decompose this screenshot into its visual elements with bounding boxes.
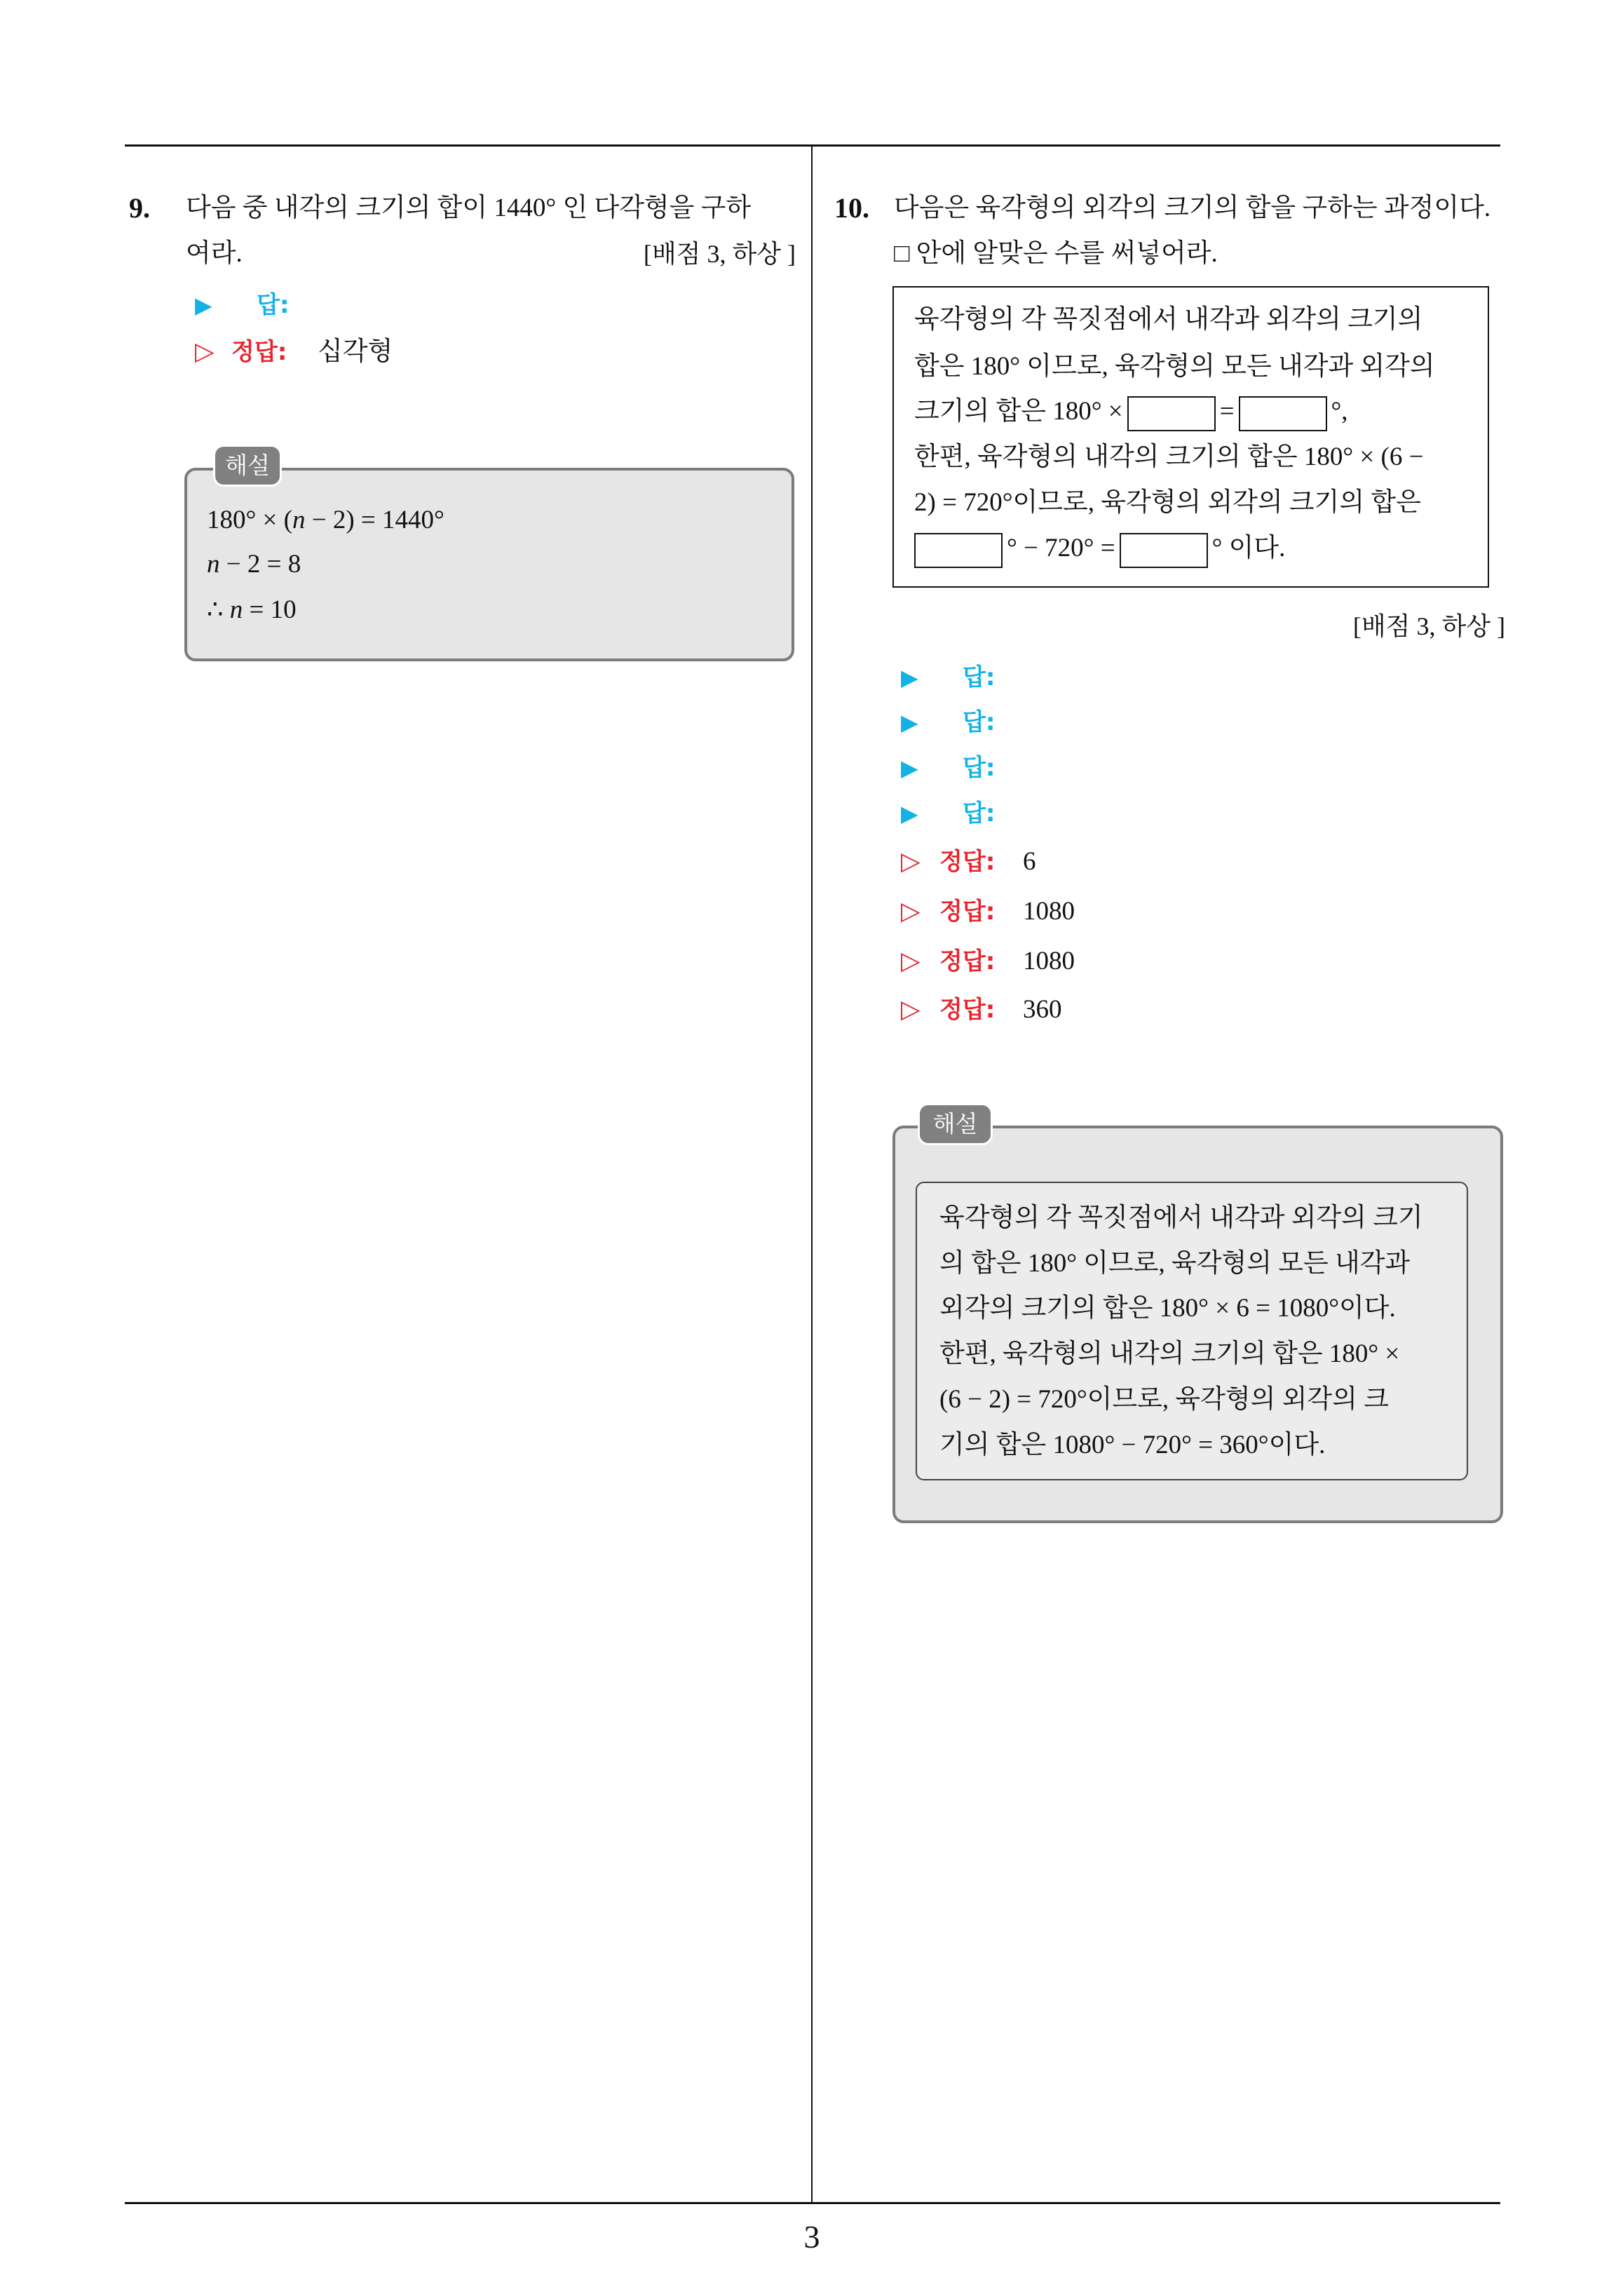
answer-label: 답:	[963, 708, 996, 736]
box-line: 한편, 육각형의 내각의 크기의 합은 180° × (6 −	[914, 443, 1424, 471]
correct-answer-label: 정답:	[939, 996, 996, 1024]
correct-answer-label: 정답:	[939, 947, 996, 975]
box-text: ° 이다.	[1211, 534, 1286, 562]
explanation-inner-box	[916, 1182, 1468, 1480]
question-prompt-line: 다음 중 내각의 크기의 합이 1440° 인 다각형을 구하	[186, 194, 752, 222]
math-text: = 10	[243, 595, 297, 624]
answer-marker-icon: ▶	[901, 709, 918, 736]
correct-answer-label: 정답:	[939, 848, 996, 876]
answer-blank	[1239, 396, 1327, 431]
explanation-line: 한편, 육각형의 내각의 크기의 합은 180° ×	[939, 1339, 1400, 1368]
answer-label: 답:	[963, 663, 996, 691]
question-number: 9.	[129, 192, 150, 224]
box-text: =	[1219, 397, 1235, 426]
answer-label: 답:	[963, 799, 996, 828]
question-number: 10.	[834, 192, 869, 224]
explanation-tag: 해설	[215, 447, 280, 485]
math-text: 180° × (	[207, 506, 292, 534]
correct-marker-icon: ▷	[901, 995, 921, 1024]
column-divider	[811, 145, 813, 2203]
answer-marker-icon: ▶	[901, 664, 918, 691]
explanation-line	[207, 594, 297, 626]
explanation-line	[207, 504, 444, 536]
box-text: ° − 720° =	[1007, 534, 1115, 562]
page-number: 3	[803, 2219, 820, 2255]
correct-answer-value: 십각형	[318, 337, 393, 366]
top-rule	[125, 144, 1500, 147]
box-line: 2) = 720°이므로, 육각형의 외각의 크기의 합은	[914, 488, 1421, 517]
box-line: 합은 180° 이므로, 육각형의 모든 내각과 외각의	[914, 352, 1435, 381]
correct-answer-label: 정답:	[939, 898, 996, 926]
box-text: °,	[1331, 397, 1348, 426]
correct-answer-value: 1080	[1023, 947, 1075, 975]
box-line	[914, 532, 1285, 565]
answer-blank	[1127, 396, 1216, 431]
correct-answer-value: 6	[1023, 847, 1036, 876]
fill-in-box	[892, 286, 1489, 588]
explanation-line: 기의 합은 1080° − 720° = 360°이다.	[939, 1431, 1326, 1459]
correct-answer-value: 360	[1023, 995, 1062, 1024]
correct-marker-icon: ▷	[901, 947, 921, 975]
explanation-line: 외각의 크기의 합은 180° × 6 = 1080°이다.	[939, 1294, 1396, 1323]
question-prompt-line: □ 안에 알맞은 수를 써넣어라.	[894, 239, 1218, 268]
math-text: − 2) = 1440°	[305, 506, 444, 534]
answer-label: 답:	[963, 754, 996, 782]
explanation-panel	[892, 1126, 1503, 1523]
score-label: [배점 3, 하상 ]	[643, 240, 796, 268]
box-text: 크기의 합은 180° ×	[914, 397, 1123, 426]
explanation-line	[207, 548, 301, 581]
answer-marker-icon: ▶	[901, 755, 918, 781]
answer-blank	[914, 533, 1003, 568]
correct-marker-icon: ▷	[195, 337, 215, 366]
math-variable: n	[207, 550, 220, 579]
answer-label: 답:	[257, 291, 290, 319]
explanation-tag: 해설	[920, 1105, 991, 1143]
math-text: − 2 = 8	[219, 550, 301, 579]
math-text: ∴	[207, 595, 230, 624]
question-prompt-line: 여라.	[186, 239, 243, 268]
correct-answer-value: 1080	[1023, 897, 1075, 926]
explanation-panel	[184, 468, 794, 661]
math-variable: n	[292, 506, 306, 534]
bottom-rule	[125, 2202, 1500, 2204]
correct-marker-icon: ▷	[901, 897, 921, 926]
explanation-line: 육각형의 각 꼭짓점에서 내각과 외각의 크기	[939, 1203, 1423, 1232]
box-line: 육각형의 각 꼭짓점에서 내각과 외각의 크기의	[914, 305, 1423, 334]
answer-marker-icon: ▶	[901, 800, 918, 827]
question-prompt-line: 다음은 육각형의 외각의 크기의 합을 구하는 과정이다.	[894, 194, 1491, 222]
math-variable: n	[229, 595, 243, 624]
correct-marker-icon: ▷	[901, 847, 921, 876]
answer-blank	[1120, 533, 1208, 568]
answer-marker-icon: ▶	[195, 292, 212, 318]
score-label: [배점 3, 하상 ]	[1352, 612, 1505, 640]
explanation-line: (6 − 2) = 720°이므로, 육각형의 외각의 크	[939, 1385, 1389, 1414]
explanation-line: 의 합은 180° 이므로, 육각형의 모든 내각과	[939, 1249, 1411, 1278]
box-line	[914, 396, 1348, 428]
correct-answer-label: 정답:	[231, 338, 287, 366]
